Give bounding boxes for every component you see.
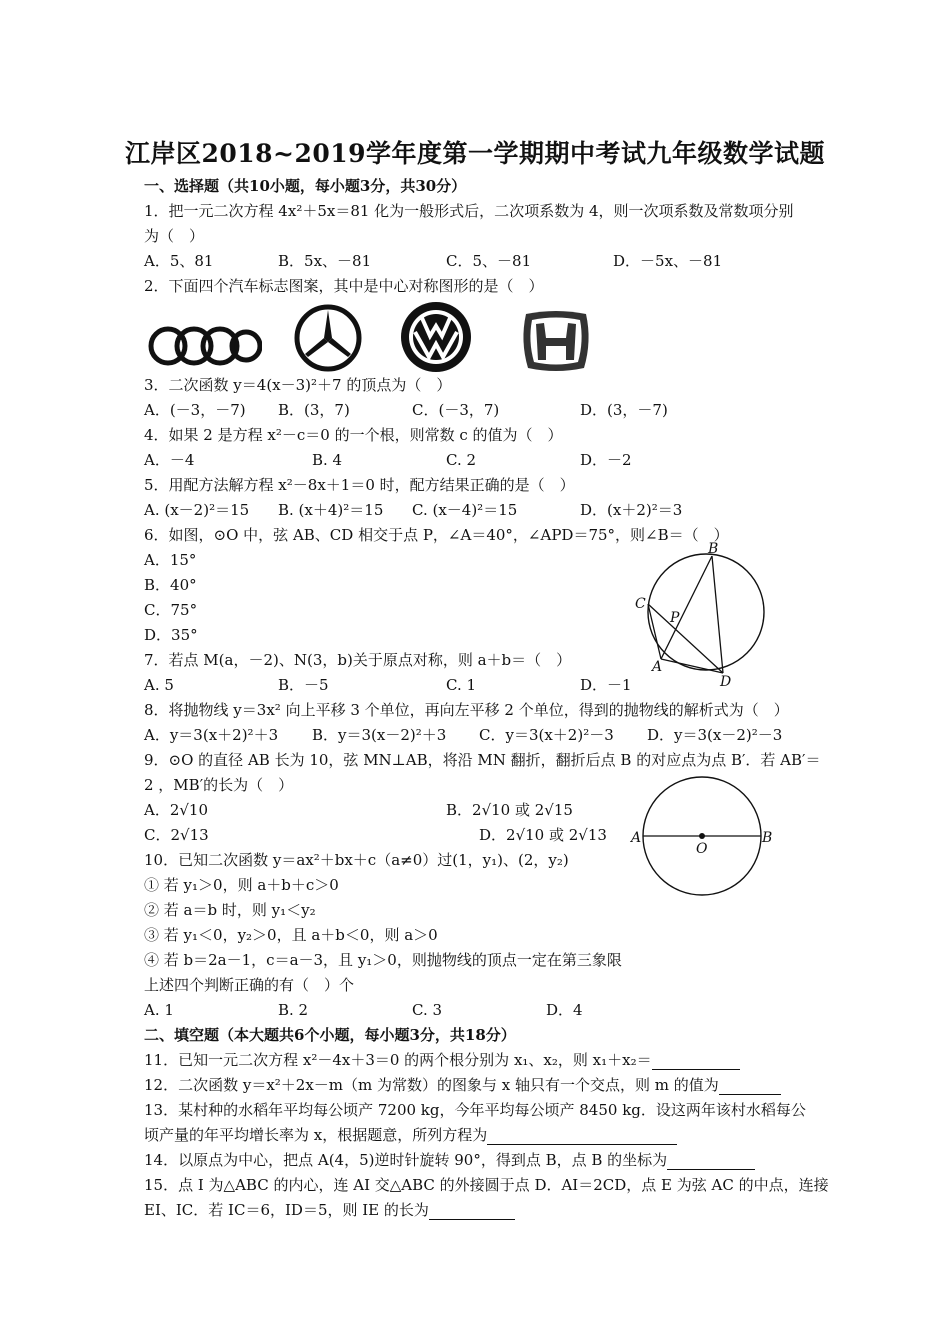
section-heading-fill: 二、填空题（本大题共6个小题，每小题3分，共18分） bbox=[144, 1026, 516, 1044]
q10-statement-3: ③ 若 y₁＜0，y₂＞0，且 a＋b＜0，则 a＞0 bbox=[144, 926, 438, 944]
q8-option-b: B．y＝3(x－2)²＋3 bbox=[312, 726, 447, 744]
q10-option-d: D．4 bbox=[546, 1001, 583, 1019]
section-heading-choice: 一、选择题（共10小题，每小题3分，共30分） bbox=[144, 177, 467, 195]
answer-blank-11[interactable] bbox=[652, 1054, 740, 1070]
label-d: D bbox=[720, 674, 732, 690]
question-8: 8．将抛物线 y＝3x² 向上平移 3 个单位，再向左平移 2 个单位，得到的抛物线的解析式为（ ） bbox=[144, 701, 789, 719]
answer-blank-14[interactable] bbox=[667, 1154, 755, 1170]
q4-option-d: D．－2 bbox=[580, 451, 632, 469]
question-2: 2．下面四个汽车标志图案，其中是中心对称图形的是（ ） bbox=[144, 277, 544, 295]
q5-option-c: C. (x－4)²＝15 bbox=[412, 501, 518, 519]
q6-option-c: C．75° bbox=[144, 601, 198, 619]
q3-option-d: D．(3，－7) bbox=[580, 401, 668, 419]
q9-option-b: B．2√10 或 2√15 bbox=[446, 801, 573, 819]
q4-option-c: C. 2 bbox=[446, 451, 477, 469]
q5-option-b: B. (x＋4)²＝15 bbox=[278, 501, 384, 519]
honda-logo bbox=[518, 308, 594, 374]
q10-statement-4: ④ 若 b＝2a－1，c＝a－3，且 y₁＞0，则抛物线的顶点一定在第三象限 bbox=[144, 951, 622, 969]
q9-option-a: A．2√10 bbox=[144, 801, 209, 819]
label-b: B bbox=[708, 541, 719, 557]
question-10: 10．已知二次函数 y＝ax²＋bx＋c（a≠0）过(1，y₁)、(2，y₂) bbox=[144, 851, 569, 869]
label-c: C bbox=[635, 596, 646, 612]
q10-option-b: B. 2 bbox=[278, 1001, 309, 1019]
q1-option-a: A．5、81 bbox=[144, 252, 214, 270]
volkswagen-logo bbox=[398, 300, 474, 374]
question-1-line2: 为（ ） bbox=[144, 227, 205, 245]
question-13-text: 顷产量的年平均增长率为 x，根据题意，所列方程为 bbox=[144, 1126, 488, 1144]
q4-option-a: A．－4 bbox=[144, 451, 195, 469]
q7-option-b: B．－5 bbox=[278, 676, 329, 694]
q7-option-a: A. 5 bbox=[144, 676, 174, 694]
q6-option-d: D．35° bbox=[144, 626, 198, 644]
q8-option-c: C．y＝3(x＋2)²－3 bbox=[479, 726, 614, 744]
question-15-line1: 15．点 I 为△ABC 的内心，连 AI 交△ABC 的外接圆于点 D．AI＝2CD，点 E 为弦 AC 的中点，连接 bbox=[144, 1176, 829, 1194]
label-a: A bbox=[631, 830, 642, 846]
q5-option-d: D．(x＋2)²＝3 bbox=[580, 501, 683, 519]
q8-option-a: A．y＝3(x＋2)²＋3 bbox=[144, 726, 279, 744]
segment-bd bbox=[712, 556, 723, 673]
center-point bbox=[699, 833, 705, 839]
circle-chords-figure bbox=[628, 538, 770, 690]
label-o: O bbox=[696, 841, 708, 857]
question-14-text: 14．以原点为中心，把点 A(4，5)逆时针旋转 90°，得到点 B，点 B 的坐标为 bbox=[144, 1151, 668, 1169]
answer-blank-13[interactable] bbox=[487, 1129, 677, 1145]
diameter-figure bbox=[628, 772, 776, 900]
answer-blank-15[interactable] bbox=[429, 1204, 515, 1220]
q1-option-d: D．－5x、－81 bbox=[613, 252, 723, 270]
q8-option-d: D．y＝3(x－2)²－3 bbox=[647, 726, 783, 744]
question-12-text: 12．二次函数 y＝x²＋2x－m（m 为常数）的图象与 x 轴只有一个交点，则 m 的值为 bbox=[144, 1076, 719, 1094]
segment-ad bbox=[661, 659, 723, 673]
question-1-line1: 1．把一元二次方程 4x²＋5x＝81 化为一般形式后，二次项系数为 4，则一次项系数及常数项分别 bbox=[144, 202, 794, 220]
q1-option-b: B．5x、－81 bbox=[278, 252, 372, 270]
question-6: 6．如图，⊙O 中，弦 AB、CD 相交于点 P，∠A＝40°，∠APD＝75°，则∠B＝（ ） bbox=[144, 526, 729, 544]
answer-blank-12[interactable] bbox=[719, 1079, 781, 1095]
question-13-line1: 13．某村种的水稻年平均每公顷产 7200 kg，今年平均每公顷产 8450 kg．设这两年该村水稻每公 bbox=[144, 1101, 806, 1119]
q7-option-d: D．－1 bbox=[580, 676, 632, 694]
circle-o bbox=[648, 554, 764, 670]
chord-ab bbox=[661, 556, 712, 659]
page-title: 江岸区2018~2019学年度第一学期期中考试九年级数学试题 bbox=[124, 139, 826, 168]
label-p: P bbox=[670, 610, 680, 626]
q10-option-a: A. 1 bbox=[144, 1001, 174, 1019]
segment-ca bbox=[648, 604, 661, 659]
question-7: 7．若点 M(a，－2)、N(3，b)关于原点对称，则 a＋b＝（ ） bbox=[144, 651, 572, 669]
q10-statement-2: ② 若 a＝b 时，则 y₁＜y₂ bbox=[144, 901, 316, 919]
question-5: 5．用配方法解方程 x²－8x＋1＝0 时，配方结果正确的是（ ） bbox=[144, 476, 575, 494]
label-b: B bbox=[762, 830, 773, 846]
mercedes-logo bbox=[292, 302, 364, 374]
q6-option-b: B．40° bbox=[144, 576, 197, 594]
question-15-line2 bbox=[144, 1200, 515, 1220]
question-11 bbox=[144, 1050, 740, 1070]
question-4: 4．如果 2 是方程 x²－c＝0 的一个根，则常数 c 的值为（ ） bbox=[144, 426, 563, 444]
q10-option-c: C. 3 bbox=[412, 1001, 443, 1019]
q10-summary: 上述四个判断正确的有（ ）个 bbox=[144, 976, 355, 994]
question-13-line2 bbox=[144, 1125, 677, 1145]
question-14 bbox=[144, 1150, 755, 1170]
q9-option-d: D．2√10 或 2√13 bbox=[479, 826, 607, 844]
q1-option-c: C．5、－81 bbox=[446, 252, 532, 270]
q4-option-b: B. 4 bbox=[312, 451, 343, 469]
q3-option-c: C．(－3，7) bbox=[412, 401, 500, 419]
q5-option-a: A. (x－2)²＝15 bbox=[144, 501, 250, 519]
question-3: 3．二次函数 y＝4(x－3)²＋7 的顶点为（ ） bbox=[144, 376, 452, 394]
question-9-line2: 2 ，MB′的长为（ ） bbox=[144, 776, 294, 794]
q3-option-a: A．(－3，－7) bbox=[144, 401, 246, 419]
question-12 bbox=[144, 1075, 781, 1095]
question-15-text: EI、IC．若 IC＝6，ID＝5，则 IE 的长为 bbox=[144, 1201, 429, 1219]
q10-statement-1: ① 若 y₁＞0，则 a＋b＋c＞0 bbox=[144, 876, 339, 894]
q3-option-b: B．(3，7) bbox=[278, 401, 350, 419]
audi-logo bbox=[146, 322, 262, 370]
label-a: A bbox=[652, 659, 663, 675]
question-9-line1: 9．⊙O 的直径 AB 长为 10，弦 MN⊥AB，将沿 MN 翻折，翻折后点 B 的对应点为点 B′．若 AB′＝ bbox=[144, 751, 821, 769]
q6-option-a: A．15° bbox=[144, 551, 197, 569]
q9-option-c: C．2√13 bbox=[144, 826, 209, 844]
question-11-text: 11．已知一元二次方程 x²－4x＋3＝0 的两个根分别为 x₁、x₂，则 x₁＋x₂＝ bbox=[144, 1051, 652, 1069]
q7-option-c: C. 1 bbox=[446, 676, 477, 694]
